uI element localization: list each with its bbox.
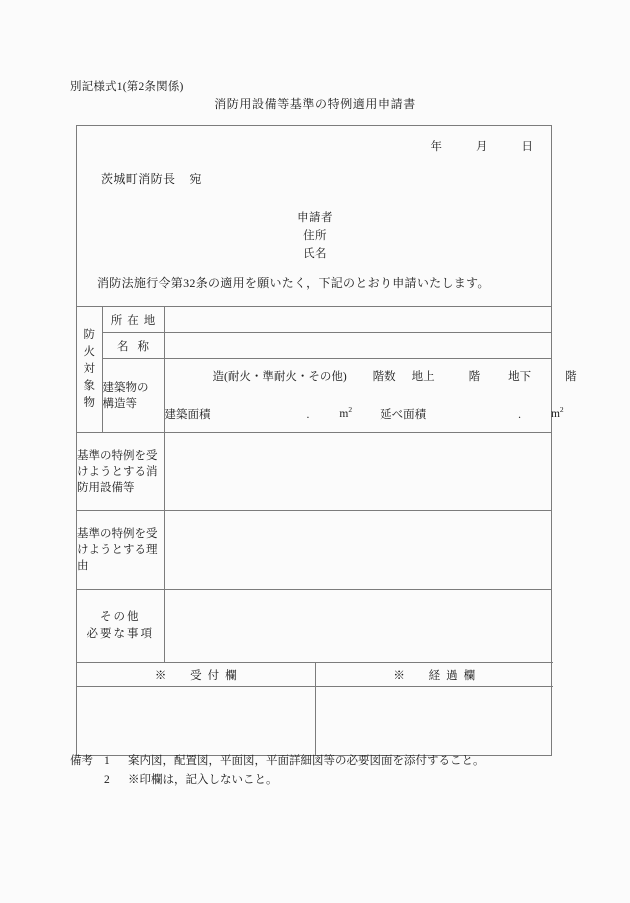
receipt-mark-icon: ※ — [154, 669, 173, 682]
structure-type-line — [165, 360, 577, 394]
floors-label: 階数 — [372, 370, 396, 383]
target-label-char: 物 — [83, 397, 95, 409]
application-form-frame — [76, 125, 577, 756]
progress-mark-icon: ※ — [393, 669, 411, 682]
applicant-label: 申請者 — [297, 212, 333, 224]
footnote-number: 1 — [104, 755, 110, 767]
footnote-number: 2 — [104, 774, 110, 786]
date-month-label: 月 — [476, 141, 488, 153]
floors-below-label: 地下 — [508, 370, 532, 383]
form-header-block — [77, 126, 551, 306]
progress-value-field[interactable] — [315, 687, 553, 756]
receipt-label: 受付欄 — [190, 669, 243, 682]
area-unit-m: m — [550, 408, 560, 421]
date-day-label: 日 — [521, 141, 533, 153]
target-label-char: 象 — [83, 380, 95, 392]
date-line — [431, 138, 534, 154]
table-row — [77, 359, 551, 433]
stamp-body-row — [77, 687, 553, 756]
target-label-char: 対 — [83, 363, 95, 375]
target-label-char: 防 — [83, 329, 95, 341]
footnote-item — [70, 771, 485, 790]
area-unit-exponent: 2 — [559, 405, 564, 415]
floors-above-label: 地上 — [411, 370, 435, 383]
form-code: 別記様式1(第2条関係) — [70, 81, 184, 93]
special-reason-label: 基準の特例を受けようとする理由 — [77, 511, 164, 590]
other-matters-line1: その他 — [100, 611, 141, 623]
addressee-name: 茨城町消防長 — [101, 172, 176, 186]
receipt-column-header — [77, 663, 315, 687]
target-label-char: 火 — [83, 346, 95, 358]
total-area-label: 延べ面積 — [380, 408, 427, 421]
structure-type-label: 造(耐火・準耐火・その他) — [212, 370, 347, 383]
progress-label: 経過欄 — [428, 669, 482, 682]
stamp-header-row — [77, 663, 553, 687]
floors-below-unit: 階 — [565, 370, 577, 383]
building-area-decimal: . — [306, 408, 310, 421]
other-matters-label — [77, 590, 164, 663]
addressee-suffix: 宛 — [189, 172, 202, 186]
form-grid — [77, 306, 577, 662]
table-row — [77, 307, 551, 333]
location-label: 所在地 — [102, 307, 164, 333]
date-year-label: 年 — [430, 141, 442, 153]
location-value-field[interactable] — [164, 307, 551, 333]
special-equipment-value-field[interactable] — [164, 433, 551, 511]
application-statement: 消防法施行令第32条の適用を願いたく，下記のとおり申請いたします。 — [97, 276, 490, 290]
building-name-label: 名称 — [102, 333, 164, 359]
stamp-section — [77, 662, 553, 755]
table-row — [77, 590, 551, 663]
total-area-unit — [550, 405, 564, 421]
footnotes-label: 備考 — [70, 755, 93, 767]
floors-above-unit: 階 — [468, 370, 481, 383]
applicant-address-label: 住所 — [303, 230, 327, 242]
structure-label-line1: 建築物の — [102, 381, 149, 394]
applicant-name-label: 氏名 — [303, 248, 327, 260]
building-area-unit — [339, 405, 353, 421]
other-matters-value-field[interactable] — [164, 590, 551, 663]
structure-area-line — [164, 394, 564, 432]
applicant-block — [77, 209, 553, 263]
footnote-text: 案内図，配置図，平面図，平面詳細図等の必要図面を添付すること。 — [128, 755, 485, 767]
target-building-label — [77, 307, 102, 433]
building-area-label: 建築面積 — [164, 408, 211, 421]
footnote-item — [70, 752, 485, 771]
building-name-value-field[interactable] — [164, 333, 551, 359]
table-row — [77, 511, 551, 590]
document-title: 消防用設備等基準の特例適用申請書 — [214, 97, 416, 111]
footnotes — [70, 752, 485, 790]
total-area-decimal: . — [518, 408, 521, 421]
structure-value-field[interactable] — [164, 359, 577, 433]
special-reason-value-field[interactable] — [164, 511, 551, 590]
area-unit-exponent: 2 — [348, 405, 353, 415]
structure-label-line2: 構造等 — [102, 397, 137, 410]
area-unit-m: m — [339, 408, 349, 421]
addressee-line — [101, 170, 202, 187]
table-row — [77, 333, 551, 359]
other-matters-line2: 必要な事項 — [86, 628, 154, 640]
footnote-text: ※印欄は，記入しないこと。 — [128, 774, 278, 786]
structure-label — [102, 359, 164, 433]
special-equipment-label: 基準の特例を受けようとする消防用設備等 — [77, 433, 164, 511]
receipt-value-field[interactable] — [77, 687, 315, 756]
progress-column-header — [315, 663, 553, 687]
table-row — [77, 433, 551, 511]
